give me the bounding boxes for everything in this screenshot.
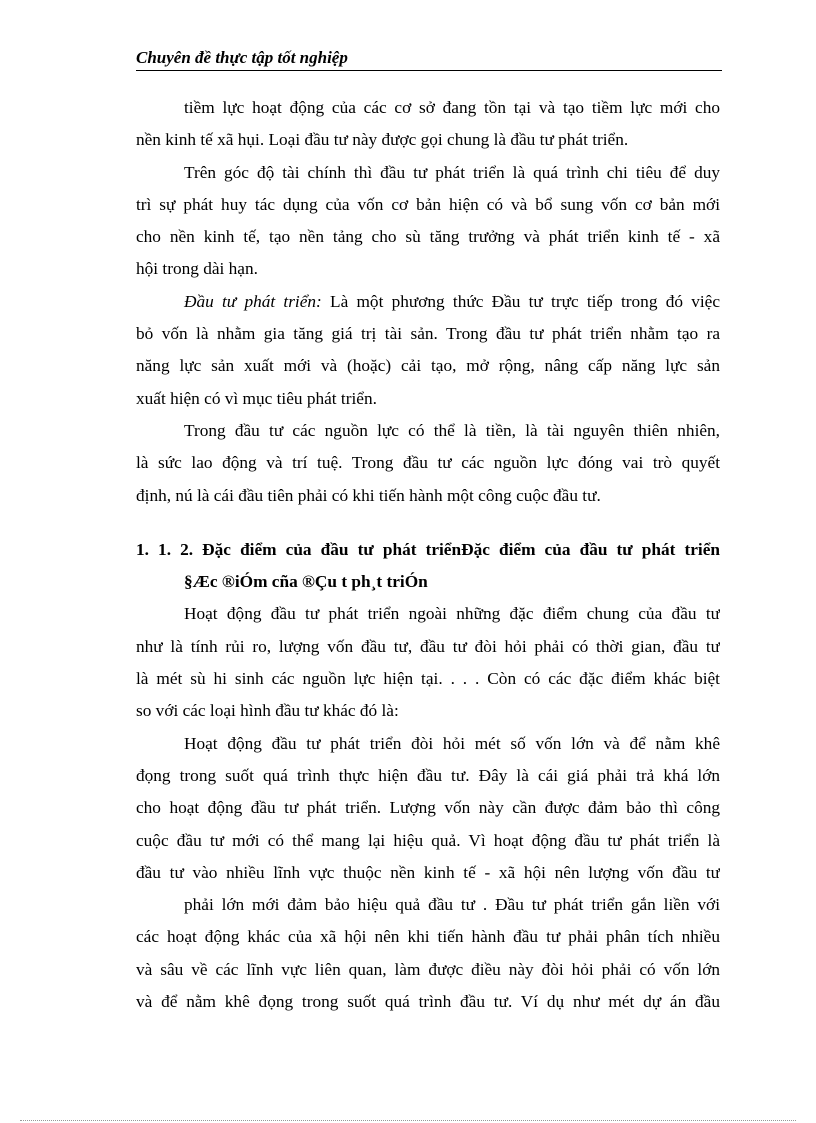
text-fragment: Là một phương thức Đầu tư trực tiếp trong đó việc (321, 291, 720, 311)
text-line: xuất hiện có vì mục tiêu phát triển. (136, 388, 377, 408)
spacer (136, 512, 720, 534)
text-line: đọng trong suốt quá trình thực hiện đầu tư. Đây là cái giá phải trả khá lớn (136, 765, 720, 785)
section-heading: 1. 1. 2. Đặc điểm của đầu tư phát triểnĐặc điểm của đầu tư phát triển (136, 539, 720, 559)
text-line: cho hoạt động đầu tư phát triển. Lượng vốn này cần được đảm bảo thì công (136, 798, 720, 818)
text-line: Hoạt động đầu tư phát triển đòi hỏi mét số vốn lớn và để nằm khê (184, 733, 720, 753)
text-line: bỏ vốn là nhằm gia tăng giá trị tài sản. Trong đầu tư phát triển nhằm tạo ra (136, 324, 720, 344)
text-line: năng lực sản xuất mới và (hoặc) cải tạo, mở rộng, nâng cấp năng lực sản (136, 356, 720, 376)
text-line: và sâu về các lĩnh vực liên quan, làm được điều này đòi hỏi phải có vốn lớn (136, 959, 720, 979)
text-line: so với các loại hình đầu tư khác đó là: (136, 701, 399, 721)
text-line: cuộc đầu tư mới có thể mang lại hiệu quả. Vì hoạt động đầu tư phát triển là (136, 830, 720, 850)
text-line: cho nền kinh tế, tạo nền tảng cho sù tăng trưởng và phát triển kinh tế - xã (136, 227, 720, 247)
section-heading-garbled: §Æc ®iÓm cña ®Çu t ph¸t triÓn (184, 572, 428, 592)
text-line: là mét sù hi sinh các nguồn lực hiện tại. . . . Còn có các đặc điểm khác biệt (136, 669, 720, 689)
header-title: Chuyên đề thực tập tốt nghiệp (136, 48, 348, 67)
text-line: các hoạt động khác của xã hội nên khi tiến hành đầu tư phải phân tích nhiều (136, 927, 720, 947)
text-line: tiềm lực hoạt động của các cơ sở đang tồn tại và tạo tiềm lực mới cho (184, 98, 720, 117)
document-body (136, 92, 720, 1018)
text-line: Trên góc độ tài chính thì đầu tư phát triển là quá trình chi tiêu để duy (184, 162, 720, 182)
text-line: đầu tư vào nhiều lĩnh vực thuộc nền kinh tế - xã hội nên lượng vốn đầu tư (136, 862, 720, 882)
text-line: phải lớn mới đảm bảo hiệu quả đầu tư . Đầu tư phát triển gắn liền với (184, 895, 720, 915)
text-line: Hoạt động đầu tư phát triển ngoài những đặc điểm chung của đầu tư (184, 604, 720, 624)
page-header (136, 48, 722, 71)
text-line: là sức lao động và trí tuệ. Trong đầu tư các nguồn lực đóng vai trò quyết (136, 453, 720, 473)
text-line: trì sự phát huy tác dụng của vốn cơ bản hiện có và bổ sung vốn cơ bản mới (136, 194, 720, 214)
text-line: Trong đầu tư các nguồn lực có thể là tiền, là tài nguyên thiên nhiên, (184, 420, 720, 440)
text-line: định, nú là cái đầu tiên phải có khi tiến hành một công cuộc đầu tư. (136, 485, 601, 505)
italic-term: Đầu tư phát triển: (184, 291, 322, 311)
text-line (136, 286, 720, 318)
text-line: như là tính rủi ro, lượng vốn đầu tư, đầu tư đòi hỏi phải có thời gian, đầu tư (136, 636, 720, 656)
page-bottom-rule (20, 1120, 796, 1121)
text-line: nền kinh tế xã hụi. Loại đầu tư này được gọi chung là đầu tư phát triển. (136, 130, 629, 150)
text-line: hội trong dài hạn. (136, 259, 258, 279)
text-line: và để nằm khê đọng trong suốt quá trình đầu tư. Ví dụ như mét dự án đầu (136, 992, 720, 1012)
